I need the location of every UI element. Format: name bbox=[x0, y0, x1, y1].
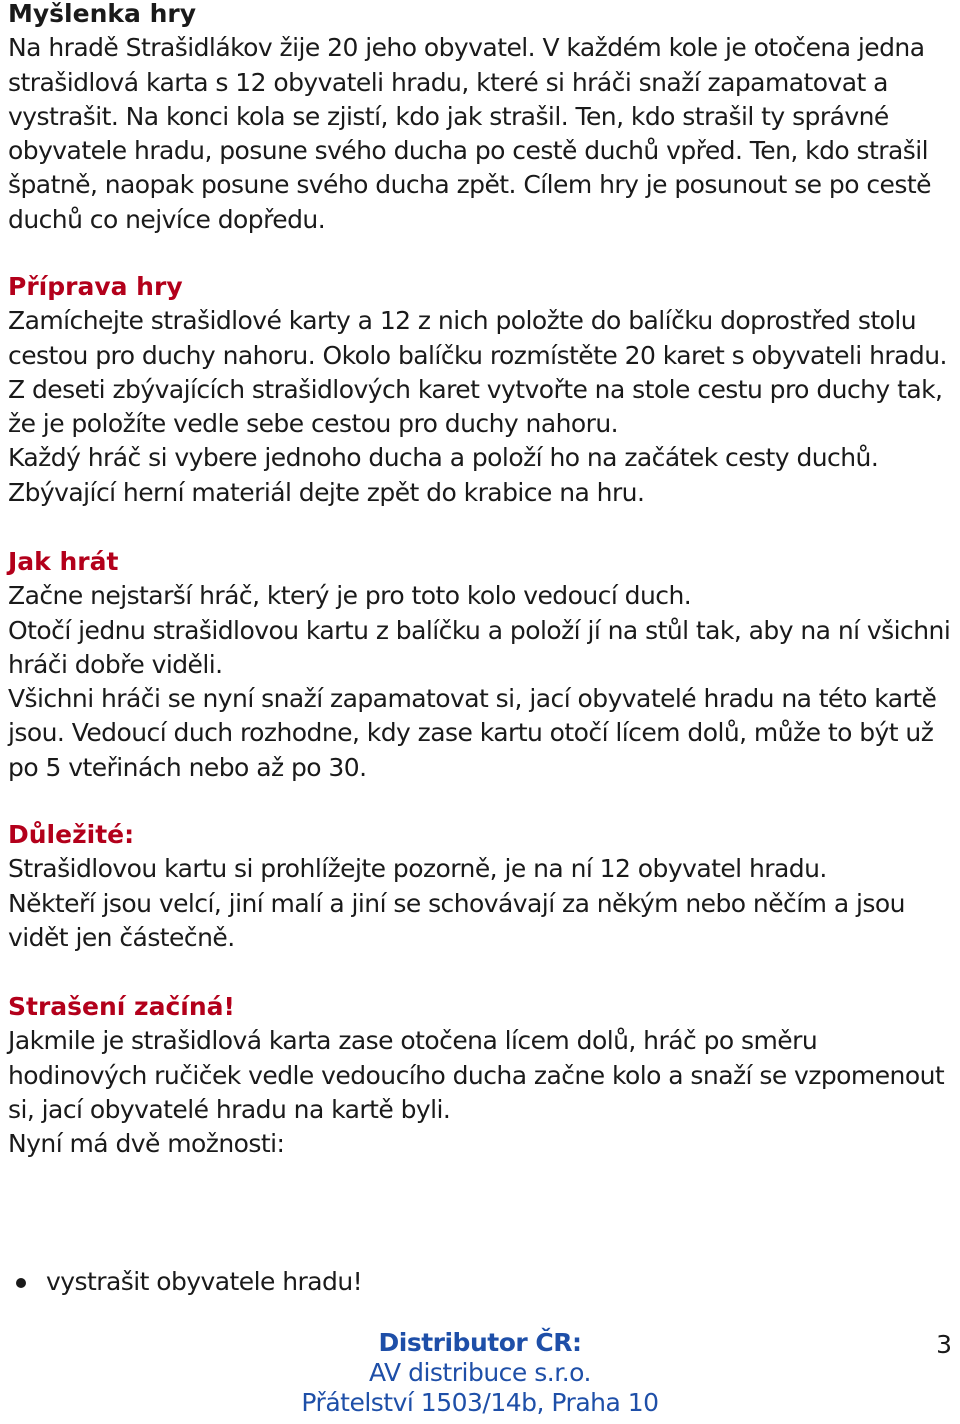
section-paragraph: Strašidlovou kartu si prohlížejte pozorně, je na ní 12 obyvatel hradu. bbox=[8, 854, 827, 884]
section-paragraph: Nyní má dvě možnosti: bbox=[8, 1129, 285, 1159]
section-important bbox=[8, 818, 953, 955]
footer-title: Distributor ČR: bbox=[378, 1328, 582, 1357]
section-paragraph: Zamíchejte strašidlové karty a 12 z nich položte do balíčku doprostřed stolu cestou pro duchy nahoru. Okolo balíčku rozmístěte 20 karet s obyvateli hradu. Z deseti zbývajících strašidlových karet vytvořte na stole cestu pro duchy tak, že je položíte vedle sebe cestou pro duchy nahoru. bbox=[8, 306, 947, 439]
section-heading-how-to-play: Jak hrát bbox=[8, 547, 119, 576]
section-heading-scaring-begins: Strašení začíná! bbox=[8, 992, 235, 1021]
section-heading-important: Důležité: bbox=[8, 820, 135, 849]
bullet-dot-icon bbox=[16, 1278, 26, 1288]
section-heading-game-idea: Myšlenka hry bbox=[8, 0, 197, 28]
footer-company: AV distribuce s.r.o. bbox=[369, 1358, 591, 1387]
section-paragraph: Někteří jsou velcí, jiní malí a jiní se schovávají za někým nebo něčím a jsou vidět jen částečně. bbox=[8, 888, 905, 952]
section-paragraph: Otočí jednu strašidlovou kartu z balíčku a položí jí na stůl tak, aby na ní všichni hráči dobře viděli. bbox=[8, 615, 951, 679]
distributor-footer bbox=[300, 1328, 660, 1418]
footer-address: Přátelství 1503/14b, Praha 10 bbox=[301, 1388, 659, 1417]
options-bullet-list bbox=[8, 1265, 362, 1299]
section-paragraph: Každý hráč si vybere jednoho ducha a položí ho na začátek cesty duchů. bbox=[8, 443, 879, 473]
list-item-text: vystrašit obyvatele hradu! bbox=[46, 1267, 363, 1296]
section-how-to-play bbox=[8, 545, 953, 785]
section-paragraph: Začne nejstarší hráč, který je pro toto kolo vedoucí duch. bbox=[8, 581, 692, 611]
section-scaring-begins bbox=[8, 990, 953, 1161]
page-number: 3 bbox=[936, 1330, 952, 1359]
section-paragraph: Všichni hráči se nyní snaží zapamatovat si, jací obyvatelé hradu na této kartě jsou. Vedoucí duch rozhodne, kdy zase kartu otočí lícem dolů, může to být už po 5 vteřinách nebo až po 30. bbox=[8, 684, 937, 782]
section-game-idea bbox=[8, 0, 953, 237]
section-paragraph: Jakmile je strašidlová karta zase otočena lícem dolů, hráč po směru hodinových ručiček vedle vedoucího ducha začne kolo a snaží se vzpomenout si, jací obyvatelé hradu na kartě byli. bbox=[8, 1026, 945, 1124]
section-paragraph: Na hradě Strašidlákov žije 20 jeho obyvatel. V každém kole je otočena jedna strašidlová karta s 12 obyvateli hradu, které si hráči snaží zapamatovat a vystrašit. Na konci kola se zjistí, kdo jak strašil. Ten, kdo strašil ty správné obyvatele hradu, posune svého ducha po cestě duchů vpřed. Ten, kdo strašil špatně, naopak posune svého ducha zpět. Cílem hry je posunout se po cestě duchů co nejvíce dopředu. bbox=[8, 33, 931, 234]
section-preparation bbox=[8, 270, 953, 510]
section-heading-preparation: Příprava hry bbox=[8, 272, 183, 301]
section-paragraph: Zbývající herní materiál dejte zpět do krabice na hru. bbox=[8, 477, 645, 507]
list-item bbox=[8, 1265, 362, 1299]
